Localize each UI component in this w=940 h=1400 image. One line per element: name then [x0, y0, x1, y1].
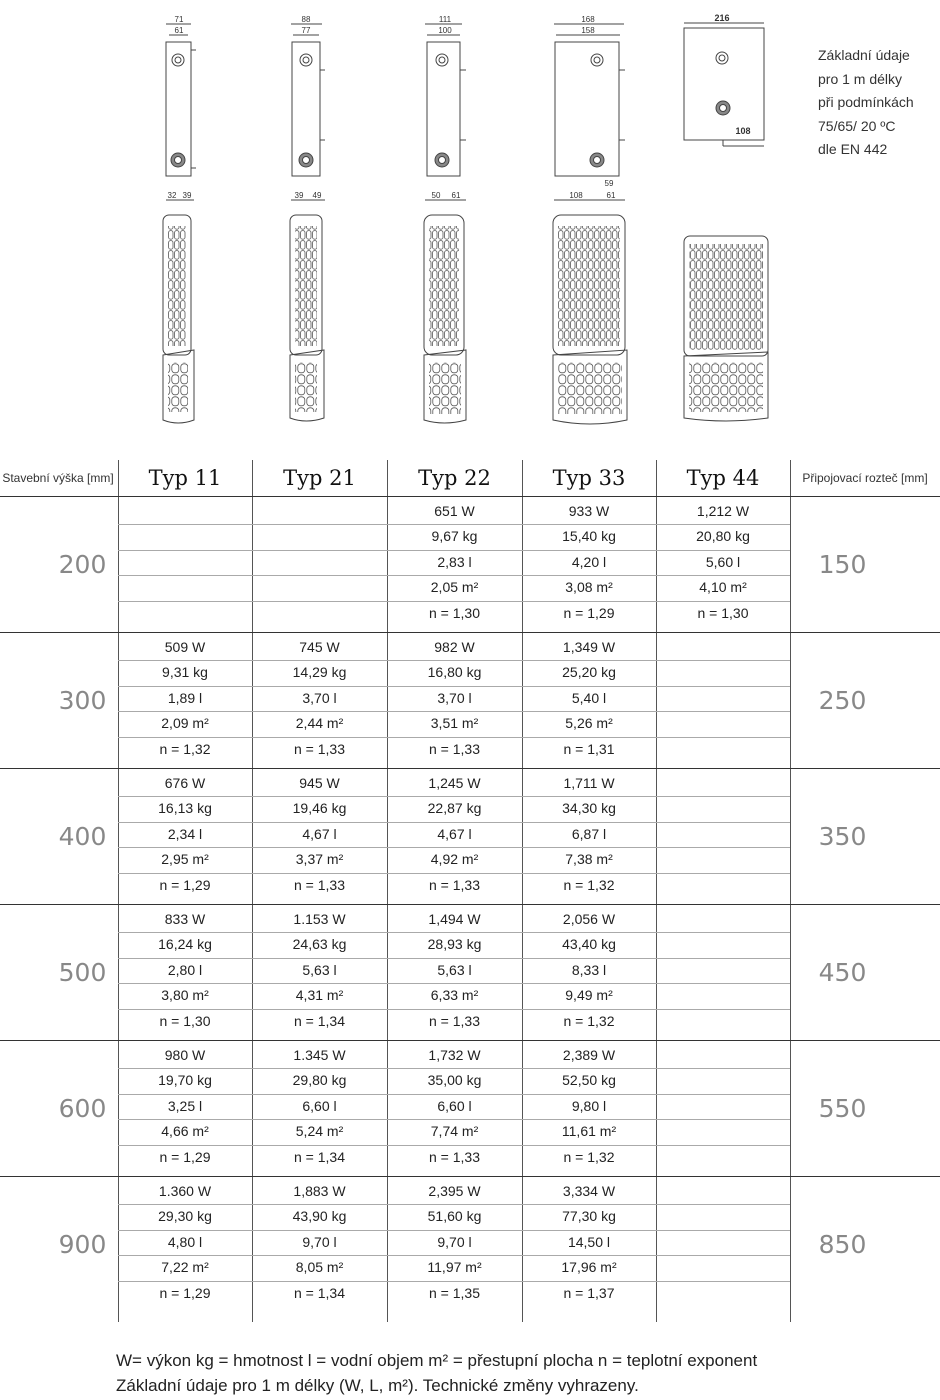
table-cell: n = 1,30	[159, 1012, 211, 1029]
table-cell: 9,67 kg	[431, 528, 478, 545]
table-cell: 2,05 m²	[430, 579, 479, 596]
typ33-dim-bottom-b: 61	[606, 191, 616, 200]
table-cell	[656, 686, 790, 711]
table-cell: 1.360 W	[158, 1183, 212, 1199]
table-cell: 3,334 W	[562, 1183, 616, 1199]
table-cell: 933 W	[568, 503, 610, 519]
legend-line-2: Základní údaje pro 1 m délky (W, L, m²). Technické změny vyhrazeny.	[116, 1376, 639, 1395]
table-cell: n = 1,32	[563, 876, 615, 893]
table-cell: 2,389 W	[562, 1047, 616, 1063]
table-cell: n = 1,30	[697, 604, 749, 621]
height-column-header: Stavební výška [mm]	[2, 471, 114, 485]
typ44-dim-outer: 216	[714, 13, 730, 23]
table-cell: 5,24 m²	[295, 1123, 344, 1140]
table-cell: n = 1,33	[429, 740, 480, 757]
table-cell: 1,245 W	[428, 775, 481, 791]
spacing-value: 350	[818, 822, 867, 851]
table-cell: 1,883 W	[293, 1183, 346, 1199]
type-header-44: Typ 44	[686, 466, 760, 490]
table-cell: 3,70 l	[302, 689, 337, 706]
table-cell: 3,70 l	[437, 689, 472, 706]
typ22-dim-outer: 111	[438, 15, 452, 24]
table-cell	[656, 1119, 790, 1144]
table-cell: n = 1,34	[294, 1012, 345, 1029]
table-cell: 9,70 l	[437, 1233, 472, 1250]
table-cell	[118, 524, 252, 549]
typ21-dim-inner: 77	[301, 26, 311, 35]
table-cell: 16,24 kg	[158, 936, 212, 953]
table-cell	[656, 1145, 790, 1170]
table-cell: 651 W	[434, 503, 475, 519]
typ33-front-drawing	[554, 24, 625, 200]
table-cell: n = 1,29	[563, 604, 615, 621]
info-line-4: 75/65/ 20 ºC	[818, 117, 896, 134]
table-cell: 25,20 kg	[562, 664, 616, 681]
table-cell: 6,33 m²	[430, 987, 479, 1004]
group-divider	[0, 632, 940, 633]
typ33-dim-bottom-a: 108	[569, 191, 583, 200]
typ33-dim-side: 59	[604, 179, 614, 188]
info-line-1: Základní údaje	[818, 47, 910, 63]
table-cell: 8,33 l	[571, 961, 607, 978]
table-cell: 2,44 m²	[295, 715, 344, 732]
table-cell	[656, 1043, 790, 1068]
info-block	[818, 44, 914, 162]
table-cell: 2,09 m²	[161, 715, 209, 732]
info-line-2: pro 1 m délky	[818, 70, 903, 87]
table-cell: 19,46 kg	[292, 800, 347, 817]
table-cell: 1.345 W	[293, 1047, 346, 1063]
spacing-value: 550	[818, 1094, 867, 1123]
height-value: 200	[58, 550, 107, 579]
typ21-dim-bottom-b: 49	[312, 191, 322, 200]
table-cell: 14,29 kg	[292, 664, 347, 681]
group-divider	[0, 768, 940, 769]
table-cell: 745 W	[299, 639, 340, 655]
typ11-dim-inner: 61	[174, 26, 184, 35]
table-cell: 5,63 l	[437, 961, 472, 978]
type-header-21: Typ 21	[283, 466, 356, 490]
table-cell: 20,80 kg	[696, 528, 750, 545]
table-cell: 16,80 kg	[427, 664, 482, 681]
table-cell	[252, 575, 387, 600]
table-cell: 52,50 kg	[562, 1072, 616, 1089]
table-cell: 509 W	[164, 639, 206, 655]
table-cell: 1,89 l	[167, 689, 203, 706]
height-value: 900	[58, 1230, 107, 1259]
table-cell	[252, 524, 387, 549]
table-cell: 4,67 l	[302, 825, 337, 842]
table-cell: 4,31 m²	[295, 987, 344, 1004]
table-cell: 980 W	[164, 1047, 206, 1063]
typ21-front-drawing	[291, 24, 325, 200]
table-cell: 29,30 kg	[158, 1208, 212, 1225]
table-cell: 16,13 kg	[158, 800, 212, 817]
table-cell	[252, 499, 387, 524]
table-cell: n = 1,34	[294, 1148, 345, 1165]
height-value: 600	[58, 1094, 107, 1123]
table-cell	[656, 1204, 790, 1229]
typ22-dim-bottom-b: 61	[451, 191, 461, 200]
table-cell	[656, 1179, 790, 1204]
table-cell: 9,49 m²	[565, 987, 613, 1004]
type-header-22: Typ 22	[418, 466, 491, 490]
table-cell: n = 1,32	[563, 1012, 615, 1029]
table-cell: 8,05 m²	[295, 1259, 344, 1276]
typ44-dim-side: 108	[735, 126, 751, 136]
table-cell	[656, 907, 790, 932]
table-cell: 4,67 l	[437, 825, 472, 842]
table-cell	[656, 847, 790, 872]
table-cell: 15,40 kg	[562, 528, 616, 545]
typ33-dim-inner: 158	[581, 26, 595, 35]
typ33-dim-outer: 168	[581, 15, 595, 24]
table-cell: 7,22 m²	[161, 1259, 209, 1276]
table-cell	[118, 601, 252, 626]
typ11-front-drawing	[166, 24, 196, 200]
table-cell	[656, 711, 790, 736]
table-cell: 1,349 W	[562, 639, 616, 655]
table-cell	[656, 932, 790, 957]
table-cell	[656, 958, 790, 983]
table-cell	[656, 1068, 790, 1093]
typ33-section-drawing	[553, 215, 627, 424]
typ22-section-drawing	[424, 215, 466, 423]
height-value: 300	[58, 686, 107, 715]
typ11-dim-bottom-a: 32	[167, 191, 177, 200]
legend-line-1: W= výkon kg = hmotnost l = vodní objem m² = přestupní plocha n = teplotní exponent	[116, 1351, 758, 1370]
table-cell: 14,50 l	[567, 1233, 611, 1250]
typ44-front-drawing	[684, 23, 764, 146]
table-cell: 43,90 kg	[292, 1208, 347, 1225]
table-cell: 6,87 l	[571, 825, 607, 842]
table-cell: 9,70 l	[302, 1233, 337, 1250]
table-cell: 5,40 l	[571, 689, 607, 706]
typ21-dim-outer: 88	[301, 15, 311, 24]
table-cell: n = 1,30	[429, 604, 480, 621]
table-cell: 7,38 m²	[565, 851, 613, 868]
typ44-section-drawing	[684, 236, 768, 421]
table-cell	[656, 1255, 790, 1280]
table-cell: n = 1,37	[563, 1284, 615, 1301]
table-cell: n = 1,33	[294, 876, 345, 893]
table-cell	[118, 550, 252, 575]
table-cell: 676 W	[164, 775, 206, 791]
table-cell: 24,63 kg	[292, 936, 347, 953]
table-cell: 29,80 kg	[292, 1072, 347, 1089]
table-cell: 3,80 m²	[161, 987, 209, 1004]
height-value: 400	[58, 822, 107, 851]
table-cell: 833 W	[164, 911, 206, 927]
table-cell: n = 1,29	[159, 876, 211, 893]
typ11-section-drawing	[163, 215, 194, 423]
info-line-3: při podmínkách	[818, 94, 914, 110]
spacing-value: 150	[818, 550, 867, 579]
table-cell	[656, 660, 790, 685]
table-cell: 4,10 m²	[699, 579, 747, 596]
table-cell	[656, 1094, 790, 1119]
table-cell: n = 1,35	[429, 1284, 480, 1301]
table-cell: 4,20 l	[571, 553, 607, 570]
table-cell: 1,494 W	[428, 911, 481, 927]
table-cell: 4,92 m²	[430, 851, 479, 868]
table-cell	[656, 983, 790, 1008]
table-cell: 1,732 W	[428, 1047, 481, 1063]
table-cell: 4,66 m²	[161, 1123, 209, 1140]
table-cell: 3,08 m²	[565, 579, 613, 596]
table-cell: 9,31 kg	[162, 664, 208, 681]
info-line-5: dle EN 442	[818, 141, 888, 157]
table-cell: 35,00 kg	[427, 1072, 482, 1089]
table-cell	[252, 550, 387, 575]
table-cell: 28,93 kg	[427, 936, 482, 953]
table-cell	[118, 575, 252, 600]
height-value: 500	[58, 958, 107, 987]
table-cell: n = 1,33	[429, 876, 480, 893]
table-cell	[656, 635, 790, 660]
table-cell	[656, 1230, 790, 1255]
table-cell: 2,80 l	[167, 961, 203, 978]
table-cell: 19,70 kg	[158, 1072, 212, 1089]
spacing-column-header: Připojovací rozteč [mm]	[802, 471, 928, 485]
table-cell: 2,395 W	[428, 1183, 481, 1199]
table-cell: n = 1,31	[563, 740, 615, 757]
table-cell: n = 1,33	[294, 740, 345, 757]
table-cell	[656, 1009, 790, 1034]
typ21-section-drawing	[290, 215, 324, 421]
table-cell: n = 1,34	[294, 1284, 345, 1301]
table-cell: 3,51 m²	[430, 715, 479, 732]
typ11-dim-bottom-b: 39	[182, 191, 192, 200]
table-cell: 2,34 l	[167, 825, 203, 842]
table-cell: 2,95 m²	[161, 851, 209, 868]
typ21-dim-bottom-a: 39	[294, 191, 304, 200]
table-cell	[656, 796, 790, 821]
table-cell: n = 1,29	[159, 1148, 211, 1165]
table-cell: 3,37 m²	[295, 851, 344, 868]
table-cell	[252, 601, 387, 626]
table-cell: 982 W	[434, 639, 475, 655]
typ11-dim-outer: 71	[174, 15, 184, 24]
table-cell: n = 1,33	[429, 1148, 480, 1165]
table-cell	[656, 1281, 790, 1306]
table-cell: 5,26 m²	[565, 715, 613, 732]
table-cell: 1,212 W	[696, 503, 750, 519]
table-cell: 43,40 kg	[562, 936, 616, 953]
spacing-value: 850	[818, 1230, 867, 1259]
table-cell: n = 1,32	[563, 1148, 615, 1165]
table-cell: 945 W	[299, 775, 340, 791]
table-cell: 1,711 W	[563, 775, 615, 791]
type-header-11: Typ 11	[148, 466, 222, 490]
table-cell: 1.153 W	[293, 911, 346, 927]
table-cell: 34,30 kg	[562, 800, 616, 817]
table-cell: 77,30 kg	[562, 1208, 616, 1225]
type-header-33: Typ 33	[552, 466, 626, 490]
table-cell: 2,056 W	[562, 911, 616, 927]
group-divider	[0, 904, 940, 905]
group-divider	[0, 1040, 940, 1041]
table-cell: 7,74 m²	[430, 1123, 479, 1140]
table-cell: 2,83 l	[437, 553, 472, 570]
table-cell	[656, 822, 790, 847]
table-cell: 9,80 l	[571, 1097, 607, 1114]
group-divider	[0, 1176, 940, 1177]
table-cell: 5,60 l	[705, 553, 741, 570]
table-cell: 51,60 kg	[427, 1208, 482, 1225]
table-cell: 6,60 l	[437, 1097, 472, 1114]
table-cell	[656, 873, 790, 898]
table-cell	[118, 499, 252, 524]
table-cell: n = 1,29	[159, 1284, 211, 1301]
table-cell: n = 1,33	[429, 1012, 480, 1029]
table-cell	[656, 771, 790, 796]
typ22-dim-bottom-a: 50	[431, 191, 441, 200]
table-cell: 3,25 l	[167, 1097, 203, 1114]
table-cell: 17,96 m²	[561, 1259, 617, 1276]
table-cell	[656, 737, 790, 762]
table-cell: 22,87 kg	[427, 800, 482, 817]
typ22-front-drawing	[425, 24, 466, 200]
table-cell: 11,61 m²	[561, 1123, 617, 1140]
table-cell: 5,63 l	[302, 961, 337, 978]
spacing-value: 250	[818, 686, 867, 715]
table-cell: 11,97 m²	[427, 1259, 482, 1276]
spacing-value: 450	[818, 958, 867, 987]
table-cell: n = 1,32	[159, 740, 211, 757]
table-cell: 4,80 l	[167, 1233, 203, 1250]
typ22-dim-inner: 100	[438, 26, 452, 35]
radiator-drawings	[0, 0, 940, 440]
table-cell: 6,60 l	[302, 1097, 337, 1114]
